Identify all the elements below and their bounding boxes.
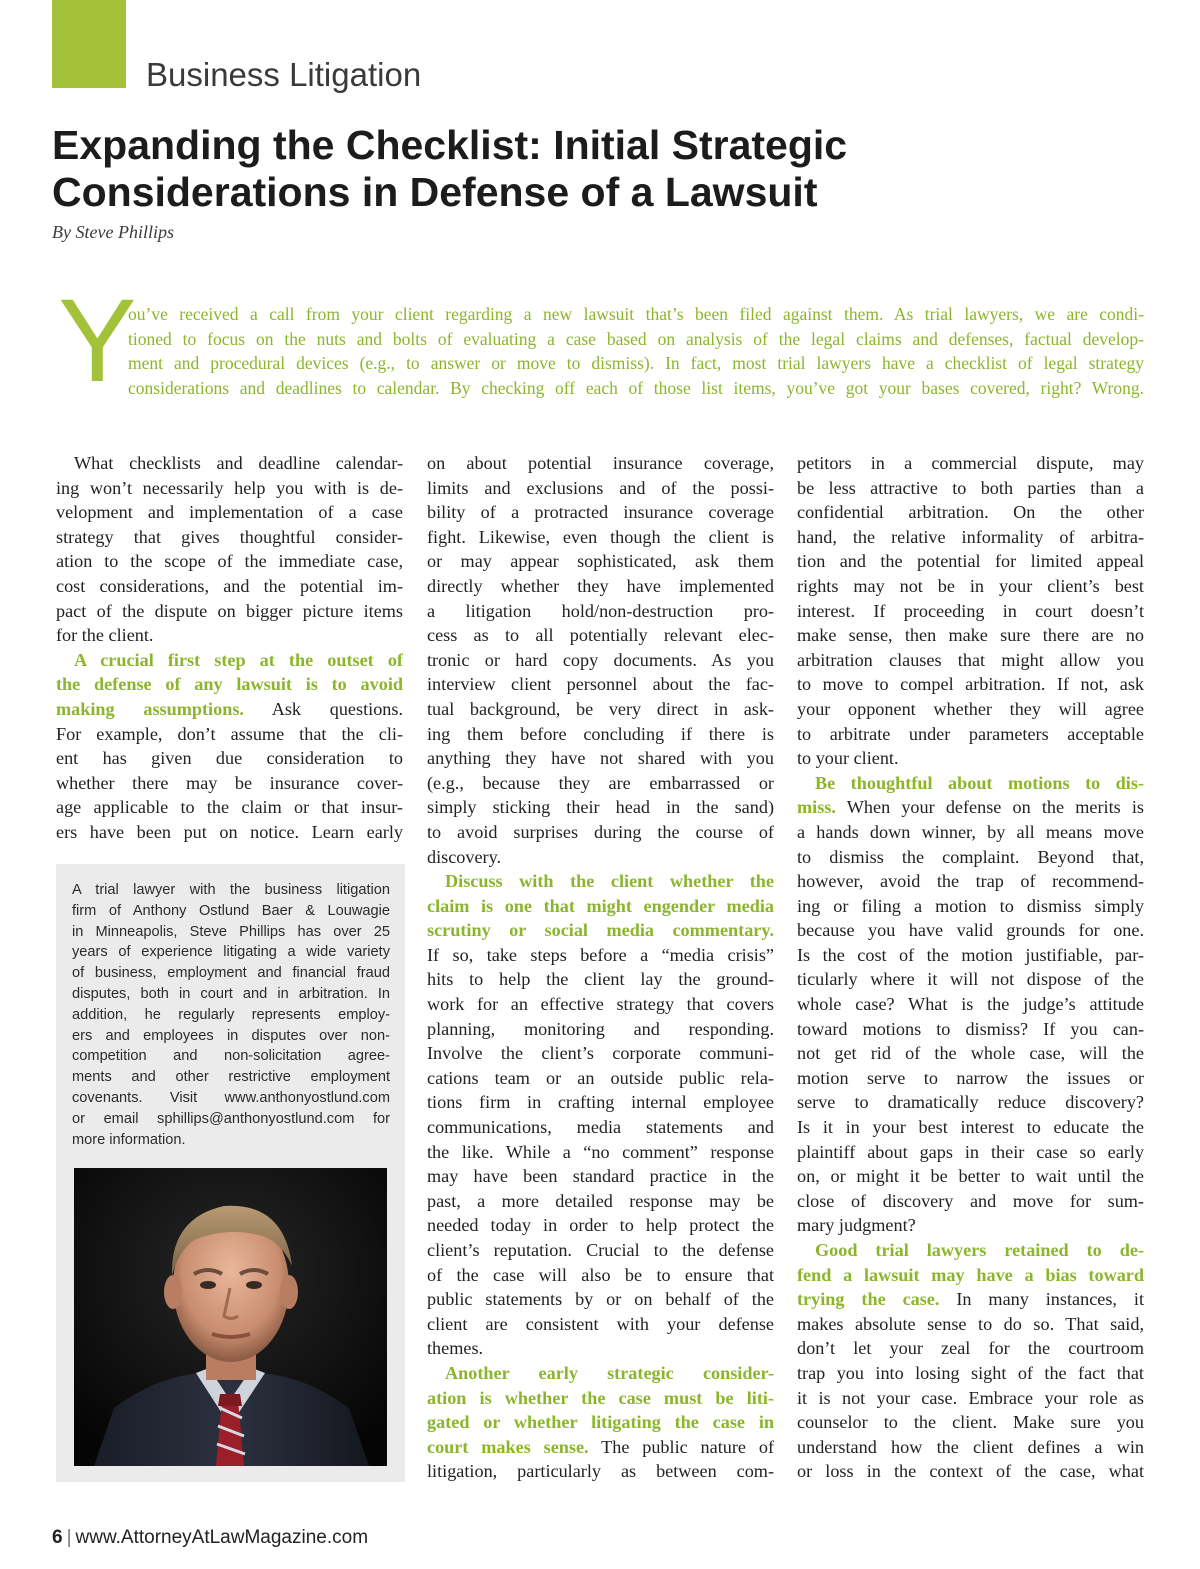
text-line: be less attractive to both parties than a (797, 477, 1144, 498)
text-line: to dismiss the complaint. Beyond that, (797, 846, 1144, 867)
intro-line: considerations and deadlines to calendar. By checking off each of those list items, you’ve got your bases covered, right? Wrong. (128, 377, 1144, 398)
text-line: discovery. (427, 846, 502, 867)
text-line: cost considerations, and the potential im- (56, 575, 403, 596)
text-line: strategy that gives thoughtful consider- (56, 526, 403, 547)
bio-line: ments and other restrictive employment (72, 1069, 390, 1086)
text-line: confidential arbitration. On the other (797, 502, 1144, 523)
highlight-text: court makes sense. (427, 1436, 589, 1457)
highlight-line: A crucial first step at the outset of (74, 649, 403, 670)
text-line: your opponent whether they will agree (797, 698, 1144, 719)
text-line: however, avoid the trap of recommend- (797, 871, 1144, 892)
text-line: whether there may be insurance cover- (56, 772, 403, 793)
text-line: trap you into losing sight of the fact that (797, 1362, 1144, 1383)
drop-cap: Y (58, 275, 137, 407)
highlight-text: miss. (797, 797, 836, 818)
footer-separator: | (66, 1527, 72, 1548)
text-run: Ask questions. (243, 698, 404, 719)
text-line: on, or might it be better to wait until the (797, 1166, 1144, 1187)
page-number: 6 (52, 1527, 63, 1548)
text-line: litigation, particularly as between com- (427, 1461, 774, 1482)
highlight-text: trying the case. (797, 1289, 940, 1310)
highlight-line: Good trial lawyers retained to de- (815, 1240, 1144, 1260)
text-line: If so, take steps before a “media crisis” (427, 944, 774, 965)
text-line: to arbitrate under parameters acceptable (797, 723, 1144, 744)
article-column-2 (427, 451, 774, 1484)
bio-line: of business, employment and financial fraud (72, 965, 390, 982)
text-line: a litigation hold/non-destruction pro- (427, 600, 774, 621)
mixed-line (56, 697, 403, 722)
intro-line: ment and procedural devices (e.g., to answer or move to dismiss). In fact, most trial lawyers have a checklist of legal strategy (128, 353, 1144, 374)
text-line: work for an effective strategy that covers (427, 994, 774, 1015)
text-line: rights may not be in your client’s best (797, 575, 1144, 596)
text-line: simply sticking their head in the sand) (427, 797, 774, 818)
article-column-1 (56, 451, 403, 845)
page-footer (52, 1527, 368, 1549)
text-line: tual background, be very direct in ask- (427, 698, 774, 719)
text-line: to your client. (797, 748, 899, 769)
text-line: petitors in a commercial dispute, may (797, 453, 1144, 473)
text-run: In many instances, it (939, 1289, 1144, 1310)
text-line: don’t let your zeal for the courtroom (797, 1338, 1144, 1359)
intro-line: tioned to focus on the nuts and bolts of evaluating a case based on analysis of the legal claims and defenses, factual develop- (128, 328, 1144, 349)
section-accent-block (52, 0, 126, 88)
mixed-line (797, 795, 1144, 820)
bio-line: in Minneapolis, Steve Phillips has over 25 (72, 923, 390, 940)
bio-line: competition and non-solicitation agree- (72, 1048, 390, 1065)
text-line: ing them before concluding if there is (427, 723, 774, 744)
text-line: ticularly where it will not dispose of the (797, 969, 1144, 990)
highlight-line: Another early strategic consider- (445, 1362, 774, 1383)
text-line: limits and exclusions and of the possi- (427, 477, 774, 498)
text-line: ers have been put on notice. Learn early (56, 821, 403, 842)
text-line: directly whether they have implemented (427, 575, 774, 596)
text-line: tronic or hard copy documents. As you (427, 649, 774, 670)
article-title-line-1: Expanding the Checklist: Initial Strategic (52, 122, 848, 168)
text-line: needed today in order to help protect the (427, 1215, 774, 1236)
highlight-line: Be thoughtful about motions to dis- (815, 772, 1144, 793)
bio-line: disputes, both in court and in arbitration. In (72, 985, 390, 1002)
text-line: client are consistent with your defense (427, 1313, 774, 1334)
byline: By Steve Phillips (52, 222, 174, 242)
author-portrait-illustration (74, 1168, 387, 1466)
article-column-3 (797, 451, 1144, 1484)
section-label: Business Litigation (146, 56, 422, 93)
highlight-text: making assumptions. (56, 698, 244, 719)
mixed-line (797, 1287, 1144, 1312)
author-bio-box (56, 864, 405, 1482)
text-line: What checklists and deadline calendar- (74, 453, 403, 473)
text-line: the like. While a “no comment” response (427, 1141, 774, 1162)
text-run: When your defense on the merits is (835, 797, 1144, 818)
bio-line: years of experience litigating a wide variety (72, 944, 390, 961)
text-line: ation to the scope of the immediate case, (56, 551, 403, 572)
article-title (52, 122, 1152, 216)
bio-line: or email sphillips@anthonyostlund.com for (72, 1110, 390, 1127)
bio-line: more information. (72, 1131, 186, 1148)
text-line: tions firm in crafting internal employee (427, 1092, 774, 1113)
text-line: communications, media statements and (427, 1117, 774, 1138)
text-line: interview client personnel about the fac- (427, 674, 774, 695)
text-line: fight. Likewise, even though the client is (427, 526, 774, 547)
author-photo (74, 1168, 387, 1466)
text-line: because you have valid grounds for one. (797, 920, 1144, 941)
bio-line: ers and employees in disputes over non- (72, 1027, 390, 1044)
text-line: pact of the dispute on bigger picture items (56, 600, 403, 621)
text-line: ing or filing a motion to dismiss simply (797, 895, 1144, 916)
text-line: mary judgment? (797, 1215, 916, 1236)
text-line: or loss in the context of the case, what (797, 1461, 1144, 1482)
text-line: to avoid surprises during the course of (427, 821, 774, 842)
text-line: motion serve to narrow the issues or (797, 1067, 1144, 1088)
text-line: makes absolute sense to do so. That said, (797, 1313, 1144, 1334)
highlight-line: Discuss with the client whether the (445, 871, 774, 892)
text-line: arbitration clauses that might allow you (797, 649, 1144, 670)
text-line: understand how the client defines a win (797, 1436, 1144, 1457)
text-line: a hands down winner, by all means move (797, 821, 1144, 842)
highlight-line: claim is one that might engender media (427, 895, 774, 916)
website-link[interactable]: www.AttorneyAtLawMagazine.com (75, 1527, 369, 1548)
text-line: Is the cost of the motion justifiable, par- (797, 944, 1144, 965)
highlight-line: fend a lawsuit may have a bias toward (797, 1264, 1144, 1285)
text-line: to move to compel arbitration. If not, ask (797, 674, 1144, 695)
highlight-line: gated or whether litigating the case in (427, 1412, 774, 1433)
text-line: may have been standard practice in the (427, 1166, 774, 1187)
text-line: toward motions to dismiss? If you can- (797, 1018, 1144, 1039)
text-line: Involve the client’s corporate communi- (427, 1043, 774, 1064)
text-line: for the client. (56, 625, 154, 646)
text-line: For example, don’t assume that the cli- (56, 723, 403, 744)
bio-line: firm of Anthony Ostlund Baer & Louwagie (72, 902, 390, 919)
highlight-line: ation is whether the case must be liti- (427, 1387, 774, 1408)
text-line: age applicable to the claim or that insur- (56, 797, 403, 818)
text-line: serve to dramatically reduce discovery? (797, 1092, 1144, 1113)
text-line: (e.g., because they are embarrassed or (427, 772, 774, 793)
text-line: client’s reputation. Crucial to the defense (427, 1240, 774, 1260)
intro-paragraph (128, 302, 1144, 400)
text-line: close of discovery and move for sum- (797, 1190, 1144, 1211)
bio-line: covenants. Visit www.anthonyostlund.com (72, 1089, 390, 1106)
text-line: themes. (427, 1338, 484, 1359)
text-run: The public nature of (588, 1436, 774, 1457)
author-bio-text (72, 880, 390, 1150)
text-line: Is it in your best interest to educate the (797, 1117, 1144, 1138)
text-line: ing won’t necessarily help you with is de- (56, 477, 403, 498)
highlight-line: the defense of any lawsuit is to avoid (56, 674, 403, 695)
text-line: bility of a protracted insurance coverage (427, 502, 774, 523)
text-line: of the case will also be to ensure that (427, 1264, 774, 1285)
text-line: whole case? What is the judge’s attitude (797, 994, 1144, 1015)
mixed-line (427, 1435, 774, 1460)
text-line: tion and the potential for limited appeal (797, 551, 1144, 572)
text-line: make sense, then make sure there are no (797, 625, 1144, 646)
text-line: interest. If proceeding in court doesn’t (797, 600, 1144, 621)
text-line: past, a more detailed response may be (427, 1190, 774, 1211)
text-line: or may appear sophisticated, ask them (427, 551, 774, 572)
text-line: it is not your case. Embrace your role as (797, 1387, 1144, 1408)
text-line: planning, monitoring and responding. (427, 1018, 774, 1039)
text-line: cations team or an outside public rela- (427, 1067, 774, 1088)
text-line: velopment and implementation of a case (56, 502, 403, 523)
bio-line: addition, he regularly represents employ- (72, 1006, 390, 1023)
highlight-line: scrutiny or social media commentary. (427, 920, 774, 941)
text-line: ent has given due consideration to (56, 748, 403, 769)
bio-line: A trial lawyer with the business litigation (72, 882, 390, 898)
intro-line: ou’ve received a call from your client regarding a new lawsuit that’s been filed against them. As trial lawyers, we are condi- (128, 304, 1144, 324)
text-line: anything they have not shared with you (427, 748, 774, 769)
text-line: hits to help the client lay the ground- (427, 969, 774, 990)
text-line: counselor to the client. Make sure you (797, 1412, 1144, 1433)
text-line: cess as to all potentially relevant elec- (427, 625, 774, 646)
text-line: on about potential insurance coverage, (427, 453, 774, 473)
text-line: not get rid of the whole case, will the (797, 1043, 1144, 1064)
article-title-line-2: Considerations in Defense of a Lawsuit (52, 169, 818, 215)
text-line: hand, the relative informality of arbitra- (797, 526, 1144, 547)
text-line: public statements by or on behalf of the (427, 1289, 774, 1310)
text-line: plaintiff about gaps in their case so early (797, 1141, 1144, 1162)
